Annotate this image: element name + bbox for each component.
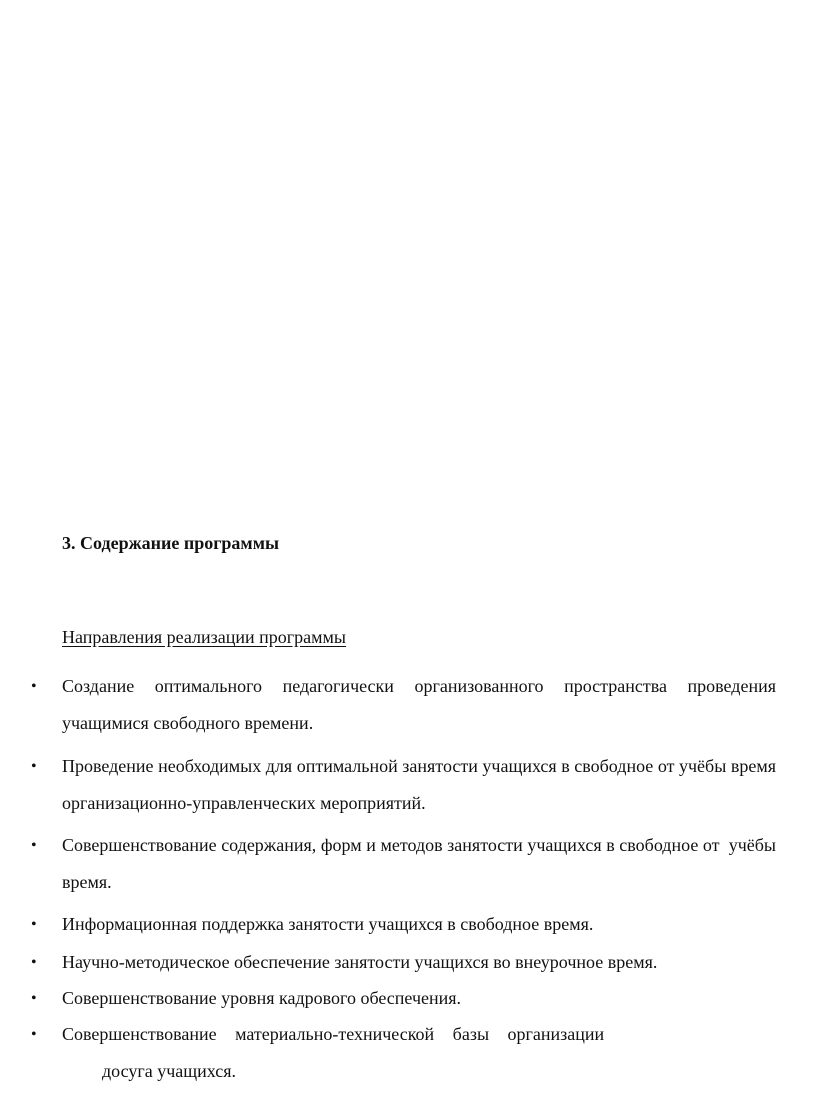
list-item	[31, 906, 776, 943]
list-item-text: Проведение необходимых для оптимальной занятости учащихся в свободное от учёбы время организационно-управленческих мероприятий.	[62, 756, 776, 813]
list-item	[31, 980, 776, 1017]
list-item-text: Совершенствование материально-технической базы организации	[62, 1024, 605, 1044]
list-item-text: Совершенствование содержания, форм и методов занятости учащихся в свободное от учёбы время.	[62, 835, 781, 892]
bullet-icon: •	[31, 954, 37, 971]
bullet-icon: •	[31, 678, 37, 695]
bullet-icon: •	[31, 916, 37, 933]
list-item-text: Совершенствование уровня кадрового обеспечения.	[62, 988, 462, 1008]
bullet-icon: •	[31, 758, 37, 775]
list-item-text: Создание оптимального педагогически организованного пространства проведения учащимися свободного времени.	[62, 676, 776, 733]
section-heading: 3. Содержание программы	[62, 533, 280, 553]
list-item-text-continuation: досуга учащихся.	[102, 1061, 237, 1081]
list-item	[31, 827, 781, 901]
bullet-icon: •	[31, 837, 37, 854]
list-item-text: Научно-методическое обеспечение занятости учащихся во внеурочное время.	[62, 952, 658, 972]
list-item	[31, 668, 776, 742]
list-item-text: Информационная поддержка занятости учащихся в свободное время.	[62, 914, 594, 934]
bullet-icon: •	[31, 1026, 37, 1043]
list-item	[31, 748, 776, 822]
bullet-icon: •	[31, 990, 37, 1007]
list-item	[31, 944, 776, 981]
section-subheading: Направления реализации программы	[62, 627, 347, 647]
list-item	[31, 1016, 776, 1090]
